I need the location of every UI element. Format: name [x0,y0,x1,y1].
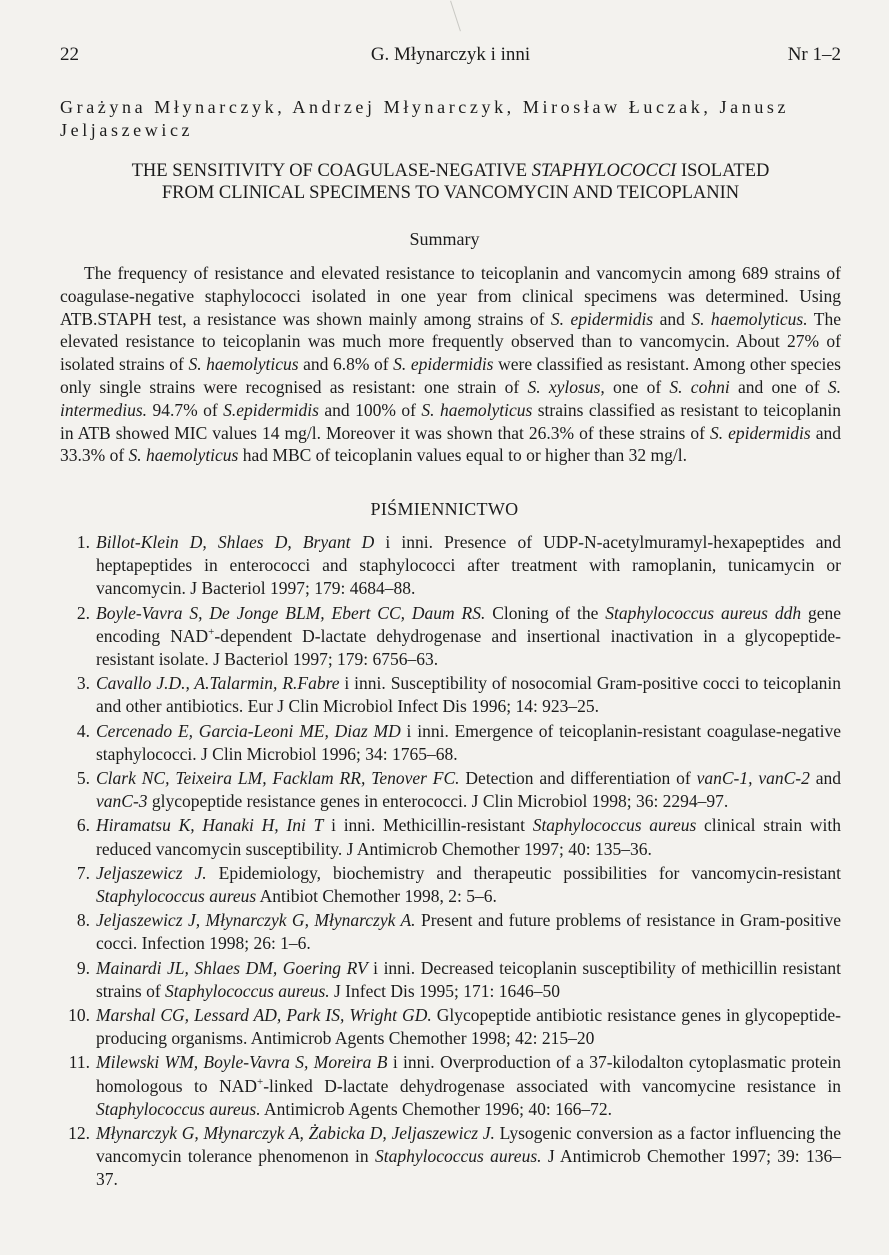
text-segment: i inni. Overproduction of a 37-kilodalton cytoplasmatic protein homologous to NAD [96,1052,841,1096]
reference-item [60,862,841,908]
italic-text: Hiramatsu K, Hanaki H, Ini T [96,815,324,836]
text-segment: glycopeptide resistance genes in enterococci. J Clin Microbiol 1998; 36: 2294–97. [147,791,729,812]
italic-text: S. haemolyticus [128,445,239,466]
italic-text: Boyle-Vavra S, De Jonge BLM, Ebert CC, Daum RS. [96,602,486,623]
italic-text: vanC-3 [96,791,148,812]
italic-text: S.epidermidis [223,399,319,420]
text-segment: J Infect Dis 1995; 171: 1646–50 [329,980,561,1001]
page-number: 22 [60,44,79,65]
running-title: G. Młynarczyk i inni [370,44,531,65]
reference-number: 6. [76,815,90,836]
reference-number: 2. [76,602,90,623]
title-part-1: THE SENSITIVITY OF COAGULASE-NEGATIVE [131,161,532,181]
references-heading: PIŚMIENNICTWO [370,499,519,519]
text-segment: 94.7% of [147,399,224,420]
superscript: + [208,625,215,638]
text-segment: Antibiot Chemother 1998, 2: 5–6. [256,886,497,907]
scan-artifact [450,1,461,32]
italic-text: S. cohni [669,376,730,397]
italic-text: Billot-Klein D, Shlaes D, Bryant D [96,532,375,552]
text-segment: Lysogenic conversion as a factor influencing the vancomycin tolerance phenomenon in [96,1123,841,1167]
text-segment: Cloning of the [485,602,606,623]
reference-item [60,672,841,718]
text-segment: and [809,768,841,789]
italic-text: Jeljaszewicz J, Młynarczyk G, Młynarczyk A. [96,910,416,931]
italic-text: Cercenado E, Garcia-Leoni ME, Diaz MD [96,720,401,741]
summary-heading: Summary [409,229,480,249]
reference-list [60,531,841,1193]
text-segment: Glycopeptide antibiotic resistance genes in glycopeptide-producing organisms. Antimicrob Agents Chemother 1998; 42: 215–20 [96,1005,841,1049]
italic-text: Staphylococcus aureus. [374,1146,542,1167]
italic-text: Staphylococcus aureus. [96,1098,261,1119]
italic-text: vanC-1, vanC-2 [696,768,810,789]
text-segment: clinical strain with reduced vancomycin susceptibility. J Antimicrob Chemother 1997; 40: 135–36. [96,815,841,859]
reference-number: 3. [76,673,90,694]
reference-number: 12. [68,1123,90,1144]
text-segment: strains classified as resistant to teicoplanin in ATB showed MIC values 14 mg/l. Moreover it was shown that 26.3% of these strains of [60,399,842,443]
reference-number: 7. [76,862,90,883]
reference-number: 10. [68,1005,90,1026]
text-segment: J Antimicrob Chemother 1997; 39: 136–37. [96,1146,841,1190]
reference-item [60,1004,841,1050]
italic-text: S. xylosus, [527,376,605,397]
text-segment: i inni. Emergence of teicoplanin-resistant coagulase-negative staphylococci. J Clin Microbiol 1996; 34: 1765–68. [96,720,841,764]
text-segment: Antimicrob Agents Chemother 1996; 40: 166–72. [260,1098,613,1119]
text-segment: -linked D-lactate dehydrogenase associated with vancomycine resistance in [263,1075,841,1096]
author-list: Grażyna Młynarczyk, Andrzej Młynarczyk, Mirosław Łuczak, Janusz Jeljaszewicz [60,97,790,140]
italic-text: Staphylococcus aureus [532,815,697,836]
article-title [60,160,841,204]
text-segment: i inni. Methicillin-resistant [323,815,533,836]
italic-text: Milewski WM, Boyle-Vavra S, Moreira B [96,1052,388,1073]
text-segment: gene encoding NAD [96,602,841,646]
reference-item [60,1051,841,1121]
text-segment: and [653,308,692,329]
italic-text: Młynarczyk G, Młynarczyk A, Żabicka D, Jeljaszewicz J. [96,1123,495,1144]
text-segment: The frequency of resistance and elevated resistance to teicoplanin and vancomycin among 689 strains of coagulase-negative staphylococci isolated in one year from clinical specimens was determined. Using ATB.STAPH test, a resistance was shown mainly among strains of [60,263,841,329]
italic-text: S. haemolyticus. [691,308,808,329]
text-segment: i inni. Presence of UDP-N-acetylmuramyl-hexapeptides and heptapeptides in enterococci and staphylococci after treatment with ramoplanin, tunicamycin or vancomycin. J Bacteriol 1997; 179: 4684–88. [96,532,842,599]
italic-text: Staphylococcus aureus. [165,980,330,1001]
reference-item [60,602,841,672]
reference-item [60,531,841,601]
text-segment: The elevated resistance to teicoplanin was much more frequently observed than to vancomycin. About 27% of isolated strains of [60,308,841,375]
reference-number: 4. [76,720,90,741]
italic-text: Staphylococcus aureus ddh [605,602,802,623]
text-segment: Detection and differentiation of [459,768,697,789]
text-segment: -dependent D-lactate dehydrogenase and insertional inactivation in a glycopeptide-resistant isolate. J Bacteriol 1997; 179: 6756–63. [96,625,841,670]
text-segment: and 33.3% of [60,422,841,466]
text-segment: i inni. Decreased teicoplanin susceptibility of methicillin resistant strains of [96,957,841,1001]
text-segment: and one of [729,376,828,397]
text-segment: Epidemiology, biochemistry and therapeutic possibilities for vancomycin-resistant [206,862,841,883]
reference-number: 11. [68,1052,90,1073]
reference-item [60,909,841,955]
title-italic: STAPHYLOCOCCI [531,161,677,181]
running-header [60,44,841,68]
text-segment: were classified as resistant. Among other species only single strains were recognised as resistant: one strain of [60,354,841,397]
reference-number: 9. [76,957,90,978]
text-segment: and 6.8% of [298,354,394,375]
italic-text: Jeljaszewicz J. [96,862,207,883]
text-segment: and 100% of [318,399,422,420]
reference-number: 1. [76,532,90,552]
italic-text: Marshal CG, Lessard AD, Park IS, Wright GD. [96,1005,432,1026]
summary-paragraph [60,262,841,467]
italic-text: S. haemolyticus [188,354,299,375]
text-segment: i inni. Susceptibility of nosocomial Gram-positive cocci to teicoplanin and other antibiotics. Eur J Clin Microbiol Infect Dis 1996; 14: 923–25. [96,673,841,717]
italic-text: S. epidermidis [550,308,654,329]
superscript: + [256,1075,264,1088]
text-segment: one of [604,376,670,397]
italic-text: Mainardi JL, Shlaes DM, Goering RV [96,957,368,978]
italic-text: S. haemolyticus [421,399,533,420]
reference-number: 5. [76,768,90,789]
issue-number: Nr 1–2 [787,44,841,65]
italic-text: S. intermedius. [60,376,841,420]
title-part-2: ISOLATED [676,161,770,181]
italic-text: Clark NC, Teixeira LM, Facklam RR, Tenover FC. [96,768,460,789]
reference-item [60,957,841,1003]
reference-item [60,767,841,813]
text-segment: Present and future problems of resistance in Gram-positive cocci. Infection 1998; 26: 1–6. [96,910,842,954]
title-line-2: FROM CLINICAL SPECIMENS TO VANCOMYCIN AND TEICOPLANIN [161,183,740,203]
reference-number: 8. [76,910,90,931]
italic-text: S. epidermidis [709,422,811,443]
italic-text: S. epidermidis [393,354,494,375]
text-segment: had MBC of teicoplanin values equal to or higher than 32 mg/l. [238,445,687,466]
italic-text: Cavallo J.D., A.Talarmin, R.Fabre [96,673,340,694]
italic-text: Staphylococcus aureus [96,886,257,907]
reference-item [60,814,841,860]
reference-item [60,1122,841,1192]
reference-item [60,720,841,766]
